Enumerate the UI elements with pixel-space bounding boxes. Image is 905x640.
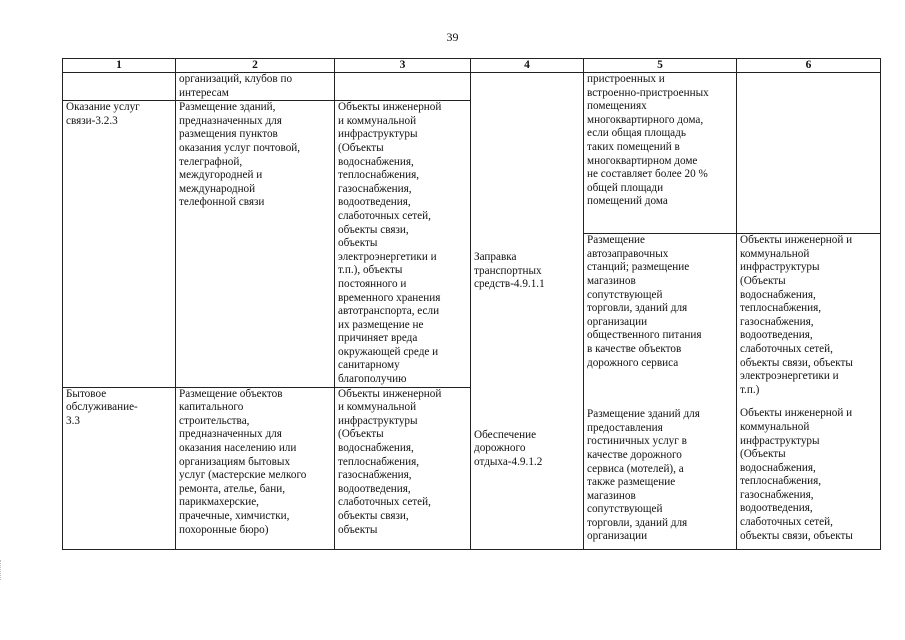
cell-col5-top [584, 73, 737, 234]
cell-fuel-objects [737, 234, 881, 549]
road-rest-use: Обеспечение дорожного отдыха-4.9.1.2 [474, 428, 543, 468]
communication-code: Оказание услуг связи-3.2.3 [66, 101, 140, 127]
cell-col4-stack [471, 73, 584, 550]
fuel-station-desc: Размещение автозаправочных станций; размещение магазинов сопутствующей торговли, зданий для организации общественного питания в качестве объектов дорожного сервиса [587, 234, 702, 369]
cell-empty [335, 73, 471, 101]
land-use-table [62, 58, 881, 550]
cell-fuel-desc [584, 234, 737, 549]
header-row [63, 59, 881, 73]
communication-desc: Размещение зданий, предназначенных для размещения пунктов оказания услуг почтовой, телеграфной, междугородней и международной телефонной связи [179, 101, 301, 209]
continuation-text: организаций, клубов по интересам [179, 73, 293, 99]
consumer-desc: Размещение объектов капитального строительства, предназначенных для оказания населению или организациям бытовых услуг (мастерские мелкого ремонта, ателье, бани, парикмахерские, прачечные, химчистки, похоронные бюро) [179, 387, 307, 536]
cell-communication-desc [176, 101, 335, 387]
cell-consumer-code [63, 387, 176, 549]
road-rest-desc: Размещение зданий для предоставления гостиничных услуг в качестве дорожного сервиса (мотелей), а также размещение магазинов сопутствующей торговли, зданий для организации [587, 408, 700, 543]
page-number: 39 [446, 30, 459, 44]
cell-continuation [176, 73, 335, 101]
communication-objects: Объекты инженерной и коммунальной инфраструктуры (Объекты водоснабжения, теплоснабжения, газоснабжения, водоотведения, слаботочных сетей, объекты связи, объекты электроэнергетики и т.п.), объекты постоянного и временного хранения автотранспорта, если их размещение не причиняет вреда окружающей среде и санитарному благополучию [338, 101, 442, 386]
road-rest-objects: Объекты инженерной и коммунальной инфраструктуры (Объекты водоснабжения, теплоснабжения, газоснабжения, водоотведения, слаботочных сетей, объекты связи, объекты [740, 407, 853, 542]
header-col-3: 3 [335, 59, 471, 73]
header-col-2: 2 [176, 59, 335, 73]
cell-consumer-desc [176, 387, 335, 549]
header-col-4: 4 [471, 59, 584, 73]
scan-edge-mark [0, 560, 7, 580]
fuel-station-use: Заправка транспортных средств-4.9.1.1 [474, 251, 545, 291]
header-col-1: 1 [63, 59, 176, 73]
header-col-6: 6 [737, 59, 881, 73]
consumer-objects: Объекты инженерной и коммунальной инфраструктуры (Объекты водоснабжения, теплоснабжения, газоснабжения, водоотведения, слаботочных сетей, объекты связи, объекты [338, 387, 442, 536]
cell-communication-objects [335, 101, 471, 387]
consumer-code: Бытовое обслуживание- 3.3 [66, 387, 138, 427]
col5-top-text: пристроенных и встроенно-пристроенных помещениях многоквартирного дома, если общая площадь таких помещений в многоквартирном доме не составляет более 20 % общей площади помещений дома [587, 73, 709, 208]
cell-empty [63, 73, 176, 101]
cell-consumer-objects [335, 387, 471, 549]
table-row [63, 73, 881, 101]
cell-empty [737, 73, 881, 234]
header-col-5: 5 [584, 59, 737, 73]
cell-communication-code [63, 101, 176, 387]
fuel-station-objects: Объекты инженерной и коммунальной инфраструктуры (Объекты водоснабжения, теплоснабжения, газоснабжения, водоотведения, слаботочных сетей, объекты связи, объекты электроэнергетики и т.п.) [740, 234, 853, 396]
